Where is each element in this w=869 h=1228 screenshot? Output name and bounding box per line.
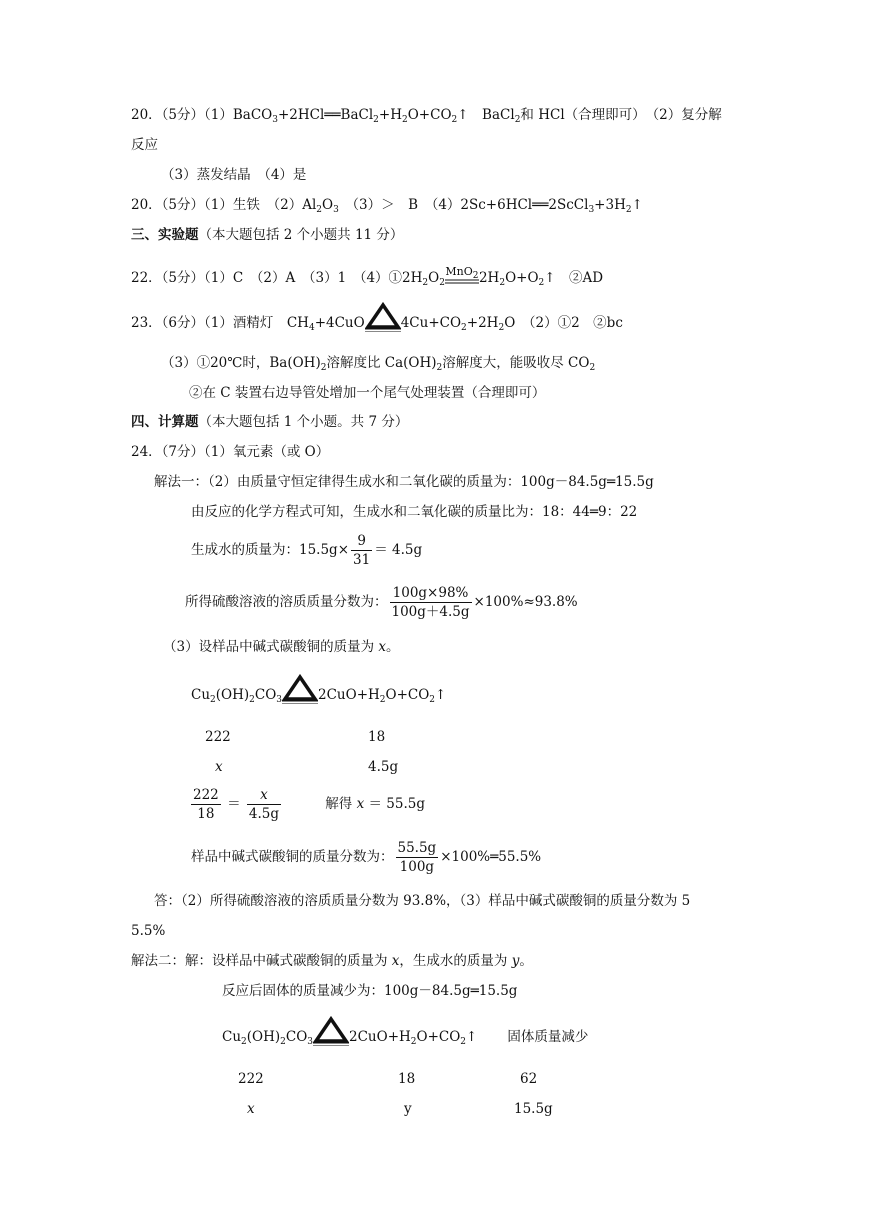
fraction: $\frac{x}{4.5g}$ [248,787,279,822]
answer-23-3-2: ②在 C 装置右边导管处增加一个尾气处理装置（合理即可） [189,385,546,401]
molar-mass-2: 18 [368,729,386,745]
unknown-x: x [215,759,223,775]
sample-fraction: 样品中碱式碳酸铜的质量分数为： $\frac{55.5g}{100g}$ ×100%═55.5% [191,840,542,875]
method1-step1: 解法一：（2）由质量守恒定律得生成水和二氧化碳的质量为：100g－84.5g═15.5g [154,474,654,490]
method2-intro: 解法二：解：设样品中碱式碳酸铜的质量为 x，生成水的质量为 y。 [131,953,533,969]
equation-decomposition: $Cu_2(OH)_2CO_3$ $2CuO+H_2O+CO_2↑$ [191,674,446,714]
answer-23-3-1: （3）①20℃时，$Ba(OH)_2$溶解度比 $Ca(OH)_2$溶解度大，能吸收尽 $CO_2$ [161,355,596,373]
fraction: $\frac{9}{31}$ [353,533,371,568]
answer-20-line2: 反应 [131,137,158,153]
molar-mass-1: 222 [205,729,231,745]
answer-24-1: 24．（7分）（1）氧元素（或 O） [131,444,330,460]
method1-step2: 由反应的化学方程式可知，生成水和二氧化碳的质量比为：18：44═9：22 [191,504,638,520]
answer-20-line1: 20．（5分）$(1)BaCO_3+2HCl══BaCl_2+H_2O+CO_2↑$ BaCl$_2$和 HCl（合理即可） （2）复分解 [131,107,722,125]
molar-mass-2b: 18 [398,1071,416,1087]
heat-triangle-icon [313,1016,349,1046]
reaction-condition: MnO$_2$ [445,265,479,281]
answer-summary-cont: 5.5% [131,923,166,939]
unknown-y: y [404,1101,412,1117]
fraction: $\frac{100g\times 98\%}{100g+4.5g}$ [391,585,470,620]
molar-mass-1b: 222 [238,1071,264,1087]
section-calculation: 四、计算题（本大题包括 1 个小题。共 7 分） [131,414,409,430]
answer-20-line3: （3）蒸发结晶 （4）是 [161,167,307,183]
method1-acid-fraction: 所得硫酸溶液的溶质质量分数为： $\frac{100g\times 98\%}{100g+4.5g}$ ×100%≈93.8% [185,585,578,620]
water-mass: 4.5g [368,759,399,775]
unknown-x-2: x [247,1101,255,1117]
heat-triangle-icon [365,302,401,332]
answer-summary: 答：（2）所得硫酸溶液的溶质质量分数为 93.8%，（3）样品中碱式碳酸铜的质量分数为 5 [154,893,691,909]
mass-loss-value: 15.5g [514,1101,553,1117]
mass-loss-ratio: 62 [520,1071,538,1087]
fraction: $\frac{222}{18}$ [193,787,219,822]
section-title: 四、计算题 [131,414,199,430]
method2-mass-loss: 反应后固体的质量减少为：100g－84.5g═15.5g [222,983,518,999]
proportion-equation: $\frac{222}{18}$ ＝ $\frac{x}{4.5g}$ 解得 x ＝ 55.5g [193,787,426,822]
section-experiment: 三、实验题（本大题包括 2 个小题共 11 分） [131,227,404,243]
answer-21: 20．（5分）（1）生铁 $(2)Al_2O_3$ （3）＞ B $(4)2Sc+6HCl══2ScCl_3+3H_2↑$ [131,197,643,215]
fraction: $\frac{55.5g}{100g}$ [397,840,437,875]
equation-decomposition-2: $Cu_2(OH)_2CO_3$ $2CuO+H_2O+CO_2↑$ 固体质量减少 [222,1016,588,1056]
answer-22: 22．（5分）（1）C （2）A （3）1 $(4)①2H_2O_2$ MnO$_2$ $2H_2O+O_2↑$ ②AD [131,265,604,288]
method1-water-mass: 生成水的质量为：15.5g× $\frac{9}{31}$ ＝ 4.5g [191,533,423,568]
heat-triangle-icon [282,674,318,704]
answer-23: 23．（6分）（1）酒精灯 $CH_4+4CuO$ $4Cu+CO_2+2H_2O$ （2）①2 ②bc [131,302,623,338]
section-title: 三、实验题 [131,227,199,243]
method1-step3: （3）设样品中碱式碳酸铜的质量为 x。 [163,639,400,655]
